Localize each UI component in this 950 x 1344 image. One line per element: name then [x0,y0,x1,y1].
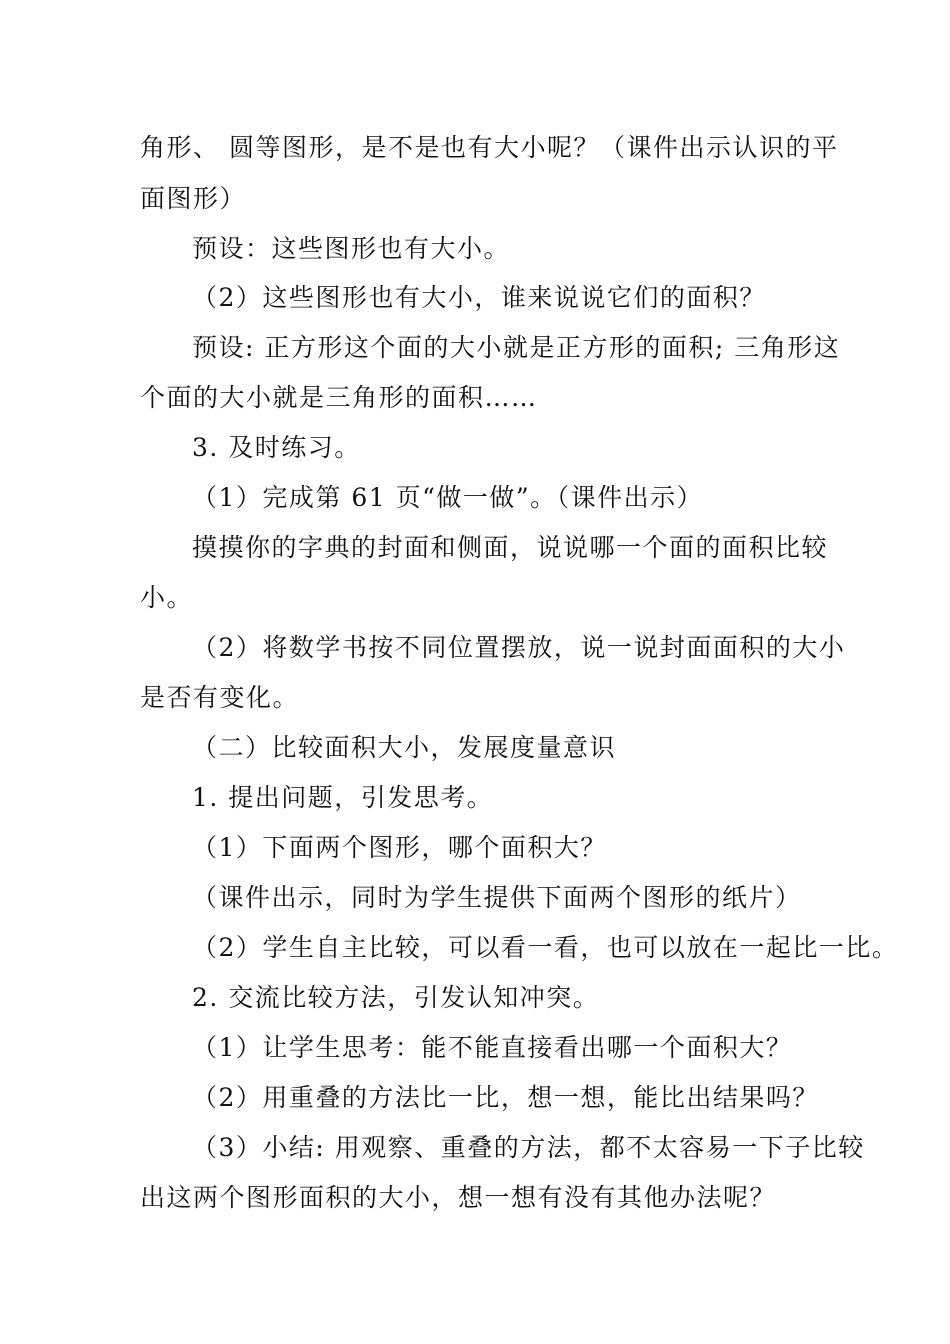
text-line: 预设：这些图形也有大小。 [192,234,511,263]
text-line: 是否有变化。 [140,683,300,712]
text-line: 2. 交流比较方法，引发认知冲突。 [192,983,600,1012]
text-line: 角形、 圆等图形，是不是也有大小呢？（课件出示认识的平 [140,133,839,162]
text-line: 预设: 正方形这个面的大小就是正方形的面积; 三角形这 [192,333,841,362]
text-line: （1）下面两个图形，哪个面积大？ [192,833,607,862]
text-line: 摸摸你的字典的封面和侧面，说说哪一个面的面积比较 [192,533,829,562]
text-line: 面图形） [140,184,247,213]
text-line: 小。 [140,583,194,612]
text-line: （2）将数学书按不同位置摆放，说一说封面面积的大小 [192,633,846,662]
text-line: （课件出示，同时为学生提供下面两个图形的纸片） [192,883,802,912]
text-line: （2）学生自主比较，可以看一看，也可以放在一起比一比。 [192,933,899,962]
section-heading: （二）比较面积大小，发展度量意识 [192,733,617,762]
text-line: 3. 及时练习。 [192,433,361,462]
text-line: 1. 提出问题，引发思考。 [192,783,494,812]
text-line: （3）小结: 用观察、重叠的方法，都不太容易一下子比较 [192,1133,865,1162]
text-line: 出这两个图形面积的大小，想一想有没有其他办法呢？ [140,1183,777,1212]
text-line: 个面的大小就是三角形的面积…… [140,383,538,412]
text-line: （1）让学生思考：能不能直接看出哪一个面积大？ [192,1033,793,1062]
text-line: （1）完成第 61 页“做一做”。（课件出示） [192,483,704,512]
text-line: （2）这些图形也有大小，谁来说说它们的面积？ [192,283,766,312]
text-line: （2）用重叠的方法比一比，想一想，能比出结果吗？ [192,1083,819,1112]
